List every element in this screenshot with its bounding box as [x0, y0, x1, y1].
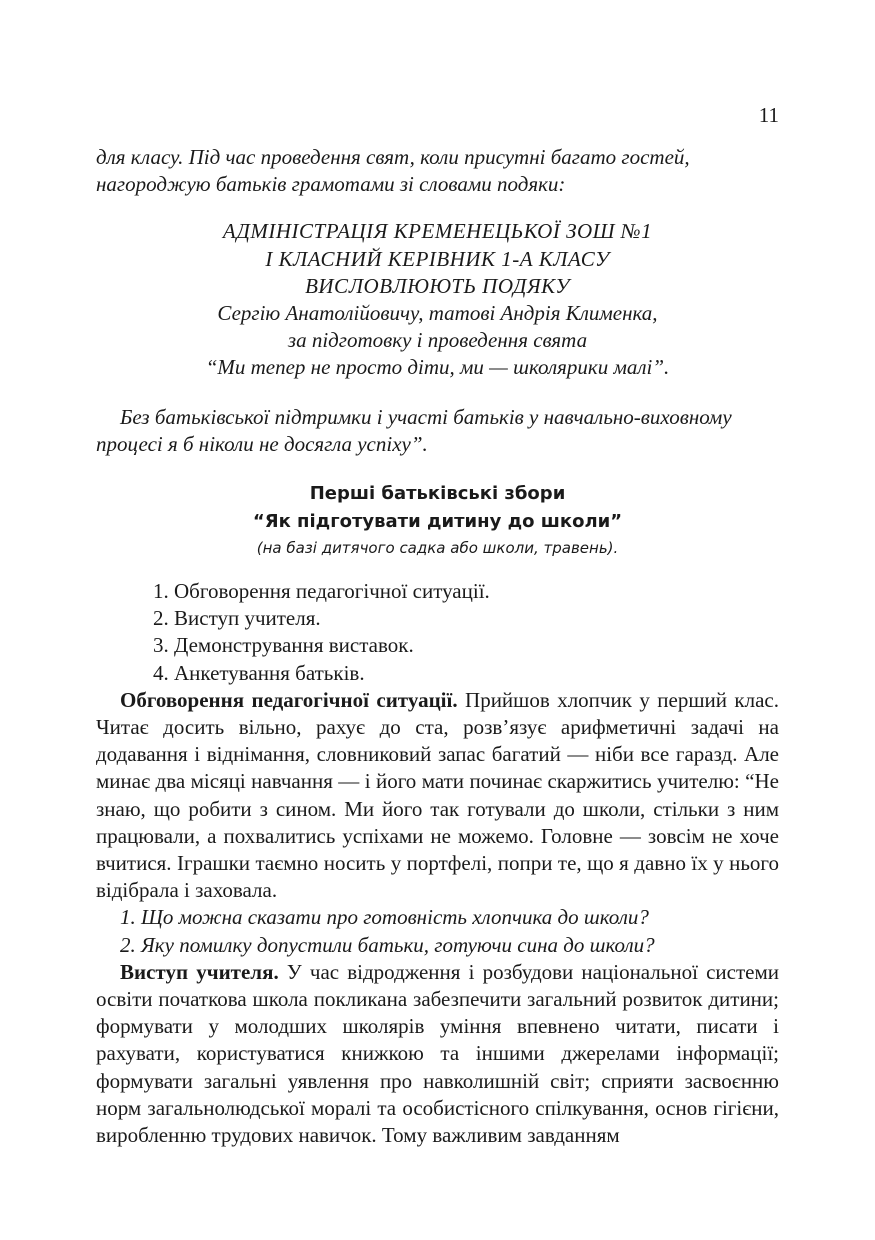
certificate-line: ВИСЛОВЛЮЮТЬ ПОДЯКУ: [305, 273, 570, 298]
intro-paragraph: [96, 144, 779, 198]
page-number: 11: [758, 103, 779, 127]
quote-line: процесі я б ніколи не досягла успіху”.: [96, 431, 428, 456]
certificate-line: “Ми тепер не просто діти, ми — школярики малі”.: [205, 355, 670, 380]
situation-text: Прийшов хлопчик у перший клас. Читає досить вільно, рахує до ста, розв’язує арифметичні задачі на додавання і віднімання, словниковий запас багатий — ніби все гаразд. Але минає два місяці навчання — і його мати починає скаржитись учителю: “Не знаю, що робити з сином. Ми його так готували до школи, стільки з ним працювали, а похвалитись успіхами не можемо. Головне — зовсім не хоче вчитися. Іграшки таємно носить у портфелі, попри те, що я давно їх у нього відібрала і заховала.: [96, 687, 780, 903]
section-heading-quote: “Як підготувати дитину до школи”: [252, 511, 623, 533]
agenda-item: 3. Демонстрування виставок.: [153, 633, 414, 658]
certificate-line: Сергію Анатолійовичу, татові Андрія Клименка,: [217, 301, 658, 326]
situation-paragraph: [96, 687, 779, 905]
situation-title: Обговорення педагогічної ситуації.: [120, 687, 458, 712]
question-item: 2. Яку помилку допустили батьки, готуючи сина до школи?: [120, 932, 655, 957]
speech-paragraph: [96, 959, 779, 1149]
speech-text: У час відродження і розбудови національної системи освіти початкова школа покликана забезпечити загальний розвиток дитини; формувати у молодших школярів уміння впевнено читати, писати і рахувати, користуватися книжкою та іншими джерелами інформації; формувати загальні уявлення про навколишній світ; сприяти засвоєнню норм загальнолюдської моралі та особистісного спілкування, основ гігієни, виробленню трудових навичок. Тому важливим завданням: [96, 959, 779, 1148]
agenda-item: 1. Обговорення педагогічної ситуації.: [153, 579, 490, 604]
quote-paragraph: [96, 404, 779, 458]
quote-line: Без батьківської підтримки і участі батьків у навчально-виховному: [120, 404, 732, 429]
intro-line: нагороджую батьків грамотами зі словами подяки:: [96, 172, 566, 197]
section-subtitle: (на базі дитячого садка або школи, травень).: [256, 539, 619, 558]
intro-line: для класу. Під час проведення свят, коли присутні багато гостей,: [96, 145, 690, 169]
certificate-line: І КЛАСНИЙ КЕРІВНИК 1-А КЛАСУ: [265, 246, 610, 271]
agenda-item: 4. Анкетування батьків.: [153, 660, 365, 685]
section-heading: Перші батьківські збори: [309, 483, 566, 505]
page-body: [96, 144, 779, 1149]
certificate-line: АДМІНІСТРАЦІЯ КРЕМЕНЕЦЬКОЇ ЗОШ №1: [222, 219, 653, 244]
agenda-list: [96, 578, 779, 687]
agenda-item: 2. Виступ учителя.: [153, 606, 321, 631]
speech-title: Виступ учителя.: [120, 959, 279, 984]
certificate-line: за підготовку і проведення свята: [287, 328, 588, 353]
question-item: 1. Що можна сказати про готовність хлопчика до школи?: [120, 905, 649, 930]
certificate-text: [96, 218, 779, 381]
